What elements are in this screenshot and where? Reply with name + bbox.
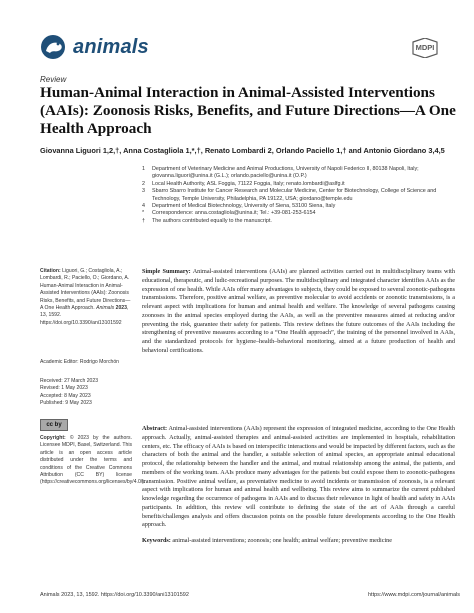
simple-summary-text: Animal-assisted interventions (AAIs) are planned activities carried out in multidisciplinary teams with educational, therapeutic, and ludic-recreational purposes. The multidisciplinary and integrated character identifies AAIs as the expression of one health. While AAIs offer many advantages to subjects, they could be exposed to several zoonotic-pathogens transmissions. Therefore, positive animal welfare, as preventive molecular to avoid accidents or zoonotic transmissions, is a relevant aspect with implications for human and animal health and welfare. The knowledge of several pathogens causing zoonoses in the animal species employed during the AAIs, as well as the preventive measures aimed at reducing and/or preventing the risk, guarantee their safety for patients. This review defines the future outcomes of the AAIs including the strengthening of preventive measures according to a “One Health approach”, the training of the personnel involved in AAIs, and the standardized protocols for hygiene–health–behavioral monitoring, aimed at a future production of health and behavioral certifications. <box>142 268 455 354</box>
footer-citation[interactable]: Animals 2023, 13, 1592. https://doi.org/10.3390/ani13101592 <box>40 592 189 598</box>
citation-journal: Animals <box>96 305 115 312</box>
publisher-name: MDPI <box>415 43 435 52</box>
keywords-label: Keywords: <box>142 537 171 544</box>
correspondence-text: Correspondence: anna.costagliola@unina.it; Tel.: +39-081-253-6154 <box>152 210 316 217</box>
affiliation-item <box>142 166 452 181</box>
simple-summary <box>142 268 455 356</box>
academic-editor: Academic Editor: Rodrigo Morchón <box>40 359 119 365</box>
copyright-label: Copyright: <box>40 435 66 441</box>
citation-doi[interactable]: , 13, 1592. https://doi.org/10.3390/ani13101592 <box>40 305 129 326</box>
citation-year: 2023 <box>115 305 127 312</box>
affiliation-marker: † <box>142 217 145 224</box>
equal-contribution-note: The authors contributed equally to the manuscript. <box>152 217 272 224</box>
author-list: Giovanna Liguori 1,2,†, Anna Costagliola 1,*,†, Renato Lombardi 2, Orlando Paciello 1,† and Antonio Giordano 3,4,5 <box>40 146 445 155</box>
affiliation-text: Department of Medical Biotechnology, University of Siena, 53100 Siena, Italy <box>152 203 336 210</box>
abstract-text: Animal-assisted interventions (AAIs) represent the expression of integrated medicine, according to the One Health approach. Actually, animal-assisted therapies and animal-assisted activities are implemented in hospitals, rehabilitation centers, etc. The efficacy of AAIs is based on interspecific interactions and would be impacted by different factors, such as the characters of both the animal and the handler, a suitable selection of animal species, an appropriate animal educational protocol, the relationship between the handler and the animal, and mutual relationship among the animal, the patients, and members of the working team. AAIs produce many advantages for the patients but could expose them to zoonotic-pathogens transmission. Positive animal welfare, as preventative medicine to avoid incidents or transmission of zoonosis, is a relevant aspect with implications for human and animal health and wellbeing. This review aims to summarize the current published knowledge regarding the occurrence of pathogens in AAIs and to discuss their relevance in light of health and safety in AAIs participants. In addition, this review will contribute to defining the state of the art of AAIs through a careful benefits/challenges analysis and offers discussion points on the possible future developments according to the One Health approach. <box>142 425 455 529</box>
copyright-notice <box>40 435 146 487</box>
journal-header <box>40 34 440 60</box>
copyright-text: © 2023 by the authors. Licensee MDPI, Basel, Switzerland. This article is an open access article distributed under the terms and conditions of the Creative Commons Attribution (CC BY) license (https://creativecommons.org/licenses/by/4.0/). <box>40 435 146 486</box>
affiliation-text: Local Health Authority, ASL Foggia, 71122 Foggia, Italy; renato.lombardi@aslfg.it <box>152 180 345 187</box>
affiliation-text: Department of Veterinary Medicine and Animal Productions, University of Napoli Federico II, 80138 Napoli, Italy; giovanna.liguori@unina.it (G.L.); orlando.paciello@unina.it (O.P.) <box>152 166 419 180</box>
keywords-text: animal-assisted interventions; zoonosis; one health; animal welfare; preventive medicine <box>172 537 393 544</box>
keywords <box>142 537 455 546</box>
mdpi-logo-icon[interactable] <box>410 38 440 58</box>
affiliation-item <box>142 218 452 225</box>
published-date: Published: 9 May 2023 <box>40 400 92 407</box>
accepted-date: Accepted: 8 May 2023 <box>40 392 91 399</box>
received-date: Received: 27 March 2023 <box>40 378 99 384</box>
affiliations-list <box>142 166 452 225</box>
affiliation-item <box>142 188 452 203</box>
cc-by-license-icon[interactable] <box>40 419 68 431</box>
affiliation-marker: 3 <box>142 188 145 195</box>
abstract <box>142 425 455 530</box>
abstract-label: Abstract: <box>142 425 168 432</box>
affiliation-marker: 4 <box>142 203 145 210</box>
affiliation-item <box>142 203 452 210</box>
revised-date: Revised: 1 May 2023 <box>40 385 88 392</box>
footer-journal-link[interactable]: https://www.mdpi.com/journal/animals <box>367 592 460 598</box>
article-type: Review <box>40 75 67 84</box>
citation-text: Liguori, G.; Costagliola, A.; Lombardi, R.; Paciello, O.; Giordano, A. Human-Animal Interaction in Animal-Assisted Interventions (AAIs): Zoonosis Risks, Benefits, and Future Directions—A One Health Approach. <box>40 268 131 312</box>
citation-block <box>40 268 132 327</box>
publication-dates <box>40 378 132 408</box>
animals-journal-logo-icon[interactable] <box>40 34 70 60</box>
affiliation-text: Sbarro Sbarro Institute for Cancer Research and Molecular Medicine, Center for Biotechnology, College of Science and Technology, Temple University, Philadelphia, PA 19122, USA; giordano@temple.edu <box>152 188 437 202</box>
affiliation-marker: * <box>142 210 145 217</box>
affiliation-item <box>142 210 452 217</box>
cc-badge-text: cc by <box>46 422 62 428</box>
affiliation-item <box>142 181 452 188</box>
simple-summary-label: Simple Summary: <box>142 268 191 275</box>
affiliation-marker: 2 <box>142 180 145 187</box>
article-title: Human-Animal Interaction in Animal-Assisted Interventions (AAIs): Zoonosis Risks, Benefits, and Future Directions—A One Health Approach <box>40 84 456 137</box>
journal-name[interactable]: animals <box>73 36 149 58</box>
affiliation-marker: 1 <box>142 166 145 172</box>
citation-label: Citation: <box>40 268 61 274</box>
